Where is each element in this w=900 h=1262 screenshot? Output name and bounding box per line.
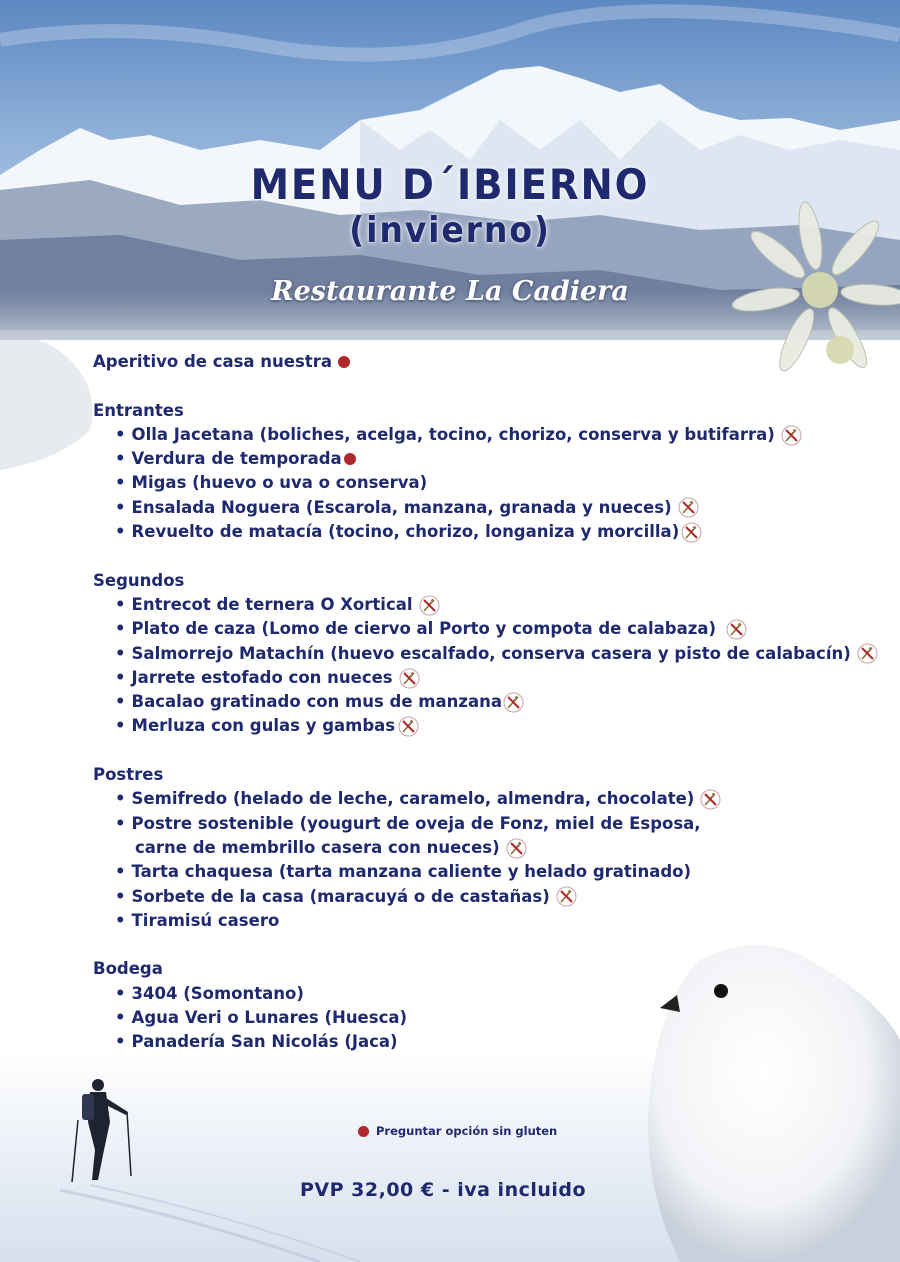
- list-item: • Plato de caza (Lomo de ciervo al Porto y compota de calabaza): [93, 617, 813, 641]
- bullet: •: [115, 643, 126, 663]
- list-item: • Revuelto de matacía (tocino, chorizo, longaniza y morcilla): [93, 520, 813, 544]
- list-item: • Jarrete estofado con nueces: [93, 666, 813, 690]
- gluten-legend: [358, 1124, 557, 1138]
- bullet: •: [115, 424, 126, 444]
- list-item: • Tiramisú casero: [93, 909, 813, 933]
- bullet: •: [115, 449, 126, 469]
- bullet: •: [115, 813, 126, 833]
- section-heading-entrantes: Entrantes: [93, 400, 184, 420]
- gluten-free-crossed-wheat-icon: [781, 425, 802, 446]
- gluten-free-crossed-wheat-icon: [726, 619, 747, 640]
- section-heading-postres: Postres: [93, 765, 164, 785]
- gluten-free-crossed-wheat-icon: [857, 643, 878, 664]
- bullet: •: [115, 983, 126, 1003]
- bullet: •: [115, 473, 126, 493]
- list-item-continuation: carne de membrillo casera con nueces): [93, 836, 813, 860]
- bullet: •: [115, 910, 126, 930]
- bullet: •: [115, 692, 126, 712]
- gluten-legend-text: Preguntar opción sin gluten: [376, 1124, 558, 1138]
- bullet: •: [115, 789, 126, 809]
- bullet: •: [115, 716, 126, 736]
- bullet: •: [115, 1032, 126, 1052]
- gluten-free-crossed-wheat-icon: [506, 838, 527, 859]
- list-item: • Ensalada Noguera (Escarola, manzana, granada y nueces): [93, 496, 813, 520]
- list-item: • Bacalao gratinado con mus de manzana: [93, 690, 813, 714]
- list-item: • Entrecot de ternera O Xortical: [93, 593, 813, 617]
- bullet: •: [115, 886, 126, 906]
- gluten-free-crossed-wheat-icon: [399, 668, 420, 689]
- aperitivo-text: Aperitivo de casa nuestra: [93, 352, 332, 371]
- list-item: • Postre sostenible (yougurt de oveja de Fonz, miel de Esposa,: [93, 812, 813, 836]
- section-heading-segundos: Segundos: [93, 570, 185, 590]
- gluten-free-crossed-wheat-icon: [556, 886, 577, 907]
- list-item: • Tarta chaquesa (tarta manzana caliente y helado gratinado): [93, 860, 813, 884]
- aperitivo-line: [93, 350, 813, 374]
- list-item: • Merluza con gulas y gambas: [93, 714, 813, 738]
- list-item: • Salmorrejo Matachín (huevo escalfado, conserva casera y pisto de calabacín): [93, 642, 813, 666]
- gluten-free-crossed-wheat-icon: [681, 522, 702, 543]
- bullet: •: [115, 1008, 126, 1028]
- gluten-free-crossed-wheat-icon: [419, 595, 440, 616]
- bullet: •: [115, 667, 126, 687]
- list-item: • Semifredo (helado de leche, caramelo, almendra, chocolate): [93, 787, 813, 811]
- bullet: •: [115, 497, 126, 517]
- price: PVP 32,00 € - iva incluido: [300, 1179, 587, 1201]
- gluten-free-option-dot: [338, 356, 350, 368]
- gluten-free-crossed-wheat-icon: [503, 692, 524, 713]
- gluten-free-crossed-wheat-icon: [398, 716, 419, 737]
- menu-title: MENU D´IBIERNO: [250, 160, 650, 209]
- gluten-free-option-dot: [358, 1126, 369, 1137]
- menu-subtitle: (invierno): [349, 210, 551, 251]
- menu-list: [93, 350, 851, 1055]
- bullet: •: [115, 862, 126, 882]
- list-item: • Sorbete de la casa (maracuyá o de castañas): [93, 885, 813, 909]
- list-item: • 3404 (Somontano): [93, 982, 813, 1006]
- list-item: • Agua Veri o Lunares (Huesca): [93, 1006, 813, 1030]
- list-item: • Panadería San Nicolás (Jaca): [93, 1030, 813, 1054]
- gluten-free-crossed-wheat-icon: [678, 497, 699, 518]
- gluten-free-option-dot: [344, 453, 356, 465]
- list-item: • Olla Jacetana (boliches, acelga, tocino, chorizo, conserva y butifarra): [93, 423, 813, 447]
- section-heading-bodega: Bodega: [93, 959, 163, 979]
- bullet: •: [115, 522, 126, 542]
- bullet: •: [115, 594, 126, 614]
- list-item: • Migas (huevo o uva o conserva): [93, 471, 813, 495]
- restaurant-name: Restaurante La Cadiera: [271, 276, 629, 307]
- gluten-free-crossed-wheat-icon: [700, 789, 721, 810]
- bullet: •: [115, 619, 126, 639]
- list-item: • Verdura de temporada: [93, 447, 813, 471]
